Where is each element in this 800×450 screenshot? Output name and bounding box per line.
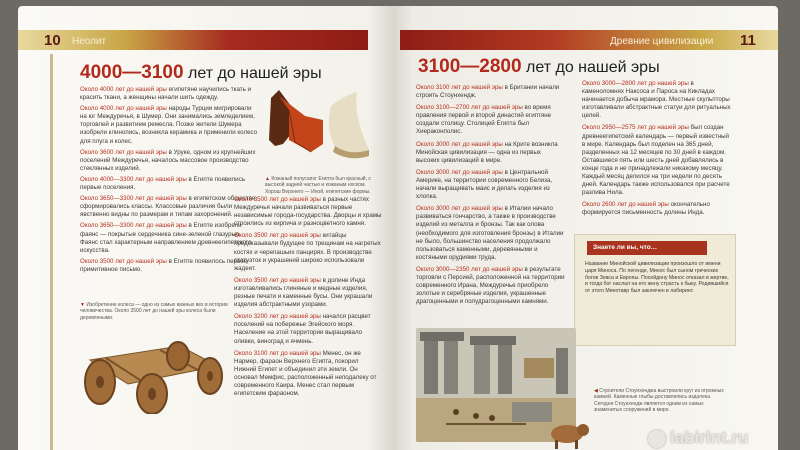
paragraph: [416, 104, 566, 136]
era-label: Около 3500 лет до нашей эры: [234, 232, 321, 240]
stonehenge-caption: ◀ Строители Стоунхенджа выстроили круг из огромных камней. Каменные глыбы доставлялись издалека. Сегодня Стоунхендж является одним из самых знаменитых сооружений в мире.: [594, 388, 724, 414]
paragraph-text: начался расцвет поселений на побережье Эгейского моря. Население на этой территории выращивало оливки, виноград и ячмень.: [234, 313, 371, 345]
did-you-know-text: Название Минойской цивилизации произошло от имени царя Миноса. По легенде, Минос был сыном греческих богов Зевса и Европы. Посейдону Минос отказал в жертве, и тогда бог наслал на его жену страсть к быку. Родившийся от этого Минотавр был заключен в лабиринт.: [585, 261, 729, 295]
paragraph-text: египетяне научились ткать и красить ткани, а женщины начали шить одежду.: [80, 86, 251, 102]
paragraph: [582, 201, 734, 217]
era-label: Около 3500 лет до нашей эры: [80, 257, 167, 265]
ancient-shoe-illustration: [265, 86, 377, 174]
paragraph-text: в результате торговли с Персией, расположенной на территории современного Ирана, Междуречье приобрело золотые и серебряные изделия, украшенные драгоценными и полудрагоценными камнями.: [416, 265, 565, 306]
header-band-right: [400, 30, 778, 50]
headline-left-years: 4000—3100: [80, 62, 184, 83]
paragraph: [416, 141, 566, 165]
paragraph-text: во время правления первой и второй династий египтяне создали столицу. Столицей Египта был Хиераконполис.: [416, 104, 552, 136]
left-column: [80, 86, 260, 277]
paragraph-text: китайцы предсказывали будущее по трещинам на нагретых костях и черепашьих панцирях. В производстве статуэток и украшений широко использовали жадеит.: [234, 232, 381, 272]
wagon-caption: ▼ Изобретение колеса — одно из самых важных вех в истории человечества. Около 3500 лет до нашей эры колеса были деревянными.: [80, 302, 228, 321]
paragraph-text: в Центральной Америке, на территории современного Белиза, начали выращивать маис и делать изделия из хлопка.: [416, 168, 553, 201]
paragraph-text: в долине Инда изготавливались глиняные и медные изделия, резные печати и каменные бусы. Они украшали изделия абстрактными узорами.: [234, 276, 373, 309]
page-number-right: 11: [740, 32, 756, 49]
paragraph: [80, 176, 260, 192]
era-label: Около 3000—2800 лет до нашей эры: [582, 80, 689, 87]
paragraph-text: в египетском обществе сформировались классы. Классовые различия были явственно видны по размерам и типам захоронений.: [80, 195, 256, 219]
paragraph-text: в разных частях Междуречья начали развиваться первые независимые города-государства. Дворцы и храмы строились из кирпича и разноцветного камня.: [234, 196, 382, 228]
headline-right-rest: лет до нашей эры: [526, 59, 660, 76]
paragraph: [416, 205, 566, 262]
paragraph: [582, 124, 734, 197]
paragraph: [234, 350, 382, 399]
did-you-know-box: [574, 234, 736, 346]
era-label: Около 4000—3300 лет до нашей эры: [80, 175, 187, 183]
paragraph: [80, 149, 260, 173]
paragraph-text: в Британии начали строить Стоунхендж.: [416, 84, 560, 100]
labirint-logo-icon: [648, 430, 666, 448]
era-label: Около 3650—3300 лет до нашей эры: [80, 222, 187, 230]
era-label: Около 2600 лет до нашей эры: [582, 201, 669, 209]
ox-illustration: [543, 416, 593, 450]
paragraph-text: в Уруке, одном из крупнейших поселений Междуречья, началось массовое производство стеклянных изделий.: [80, 148, 256, 172]
did-you-know-title: Знаете ли вы, что…: [587, 241, 707, 255]
paragraph: [234, 313, 382, 345]
paragraph-text: в Италии начало развиваться гончарство, а также в производстве изделий из металла и бронзы. Так как олова (необходимого для изготовления бронзы) в Италии не было, большинство населения продолжало пользоваться каменными, деревянными и костяными орудиями труда.: [416, 205, 564, 261]
era-label: Около 3000 лет до нашей эры: [416, 168, 503, 176]
section-title-left: Неолит: [72, 36, 107, 47]
paragraph: [582, 80, 734, 120]
paragraph: [80, 86, 260, 102]
right-column-1: [416, 84, 566, 310]
paragraph: [80, 258, 260, 274]
era-label: Около 3200 лет до нашей эры: [234, 313, 321, 321]
era-label: Около 3500 лет до нашей эры: [234, 276, 321, 284]
era-label: Около 3000 лет до нашей эры: [416, 205, 503, 213]
paragraph: [234, 277, 382, 309]
paragraph: [416, 169, 566, 201]
paragraph: [234, 232, 382, 272]
paragraph: [80, 222, 260, 254]
paragraph-text: на Крите возникла Минойская цивилизация — одна из первых высоких цивилизаций в мире.: [416, 140, 558, 164]
paragraph: [80, 195, 260, 219]
paragraph-text: народы Турции мигрировали на юг Междуречья, в Шумер. Они занимались земледелием, торговлей и развитием ремесла. Позже жители Шумера изобрели клинопись, возникла керамика и применили колесо для плуга и колес.: [80, 105, 258, 145]
book-spread: [18, 6, 778, 450]
paragraph-text: Менес, он же Нармер, фараон Верхнего Египта, покорил Нижний Египет и объединил эти земли. Он основал Мемфис, расположенный неподалеку от современного Каира. Менес стал первым египетским фараоном.: [234, 349, 377, 398]
era-label: Около 3000—2350 лет до нашей эры: [416, 265, 523, 273]
section-title-right: Древние цивилизации: [610, 36, 714, 47]
headline-right-years: 3100—2800: [418, 56, 522, 77]
era-label: Около 4000 лет до нашей эры: [80, 86, 167, 93]
paragraph-text: в Египте появились первые поселения.: [80, 175, 245, 192]
paragraph-text: в каменоломнях Наксоса и Пароса на Кикладах начинается добыча мрамора. Местные скульпторы изготавливали абстрактные статуи для ритуальных целей.: [582, 80, 731, 120]
paragraph: [416, 266, 566, 306]
era-label: Около 3600 лет до нашей эры: [80, 148, 167, 156]
headline-left: [80, 62, 322, 84]
watermark: labirint.ru: [670, 428, 749, 447]
era-label: Около 3000 лет до нашей эры: [416, 140, 503, 148]
page-number-left: 10: [44, 32, 61, 49]
era-label: Около 3100—2700 лет до нашей эры: [416, 104, 523, 112]
era-label: Около 3500 лет до нашей эры: [234, 196, 321, 203]
era-label: Около 4000 лет до нашей эры: [80, 105, 167, 113]
paragraph-text: был создан древнеегипетский календарь — первый известный в мире. Календарь был поделен на 365 дней, разделенных на 12 месяцев по 30 дней в каждом. Оставшиеся пять или шесть дней добавлялись в конце года и не принадлежали никакому месяцу. Каждый месяц делился на три недели по десять дней. Календарь также использовался при расчете разлива Нила.: [582, 124, 730, 197]
headline-right: [418, 56, 660, 78]
margin-line: [50, 54, 53, 450]
paragraph: [80, 105, 260, 145]
era-label: Около 3100 лет до нашей эры: [234, 349, 321, 357]
right-column-2: [582, 80, 734, 222]
era-label: Около 3650—3300 лет до нашей эры: [80, 195, 187, 203]
paragraph: [416, 84, 566, 100]
paragraph-text: окончательно формируется письменность долины Инда.: [582, 201, 710, 217]
paragraph: [234, 196, 382, 228]
paragraph-text: в Египте появилось первое примитивное письмо.: [80, 257, 248, 273]
era-label: Около 2950—2575 лет до нашей эры: [582, 124, 689, 132]
shoe-caption: ▲ Кожаный полусапог Египта был красный, с высокой задней частью и кожаным носком. Хорош Верхнего — Иной, египетские формы.: [265, 176, 371, 195]
era-label: Около 3100 лет до нашей эры: [416, 84, 503, 91]
paragraph-text: в Египте изобрели фаянс — покрытые сердечника сине-зеленой глазурью. Фаянс стал характерным направлением древнеегипетского искусства.: [80, 222, 252, 254]
middle-column: [234, 196, 382, 402]
header-band-left: [18, 30, 368, 50]
headline-left-rest: лет до нашей эры: [188, 65, 322, 82]
wooden-wagon-illustration: [70, 318, 226, 414]
